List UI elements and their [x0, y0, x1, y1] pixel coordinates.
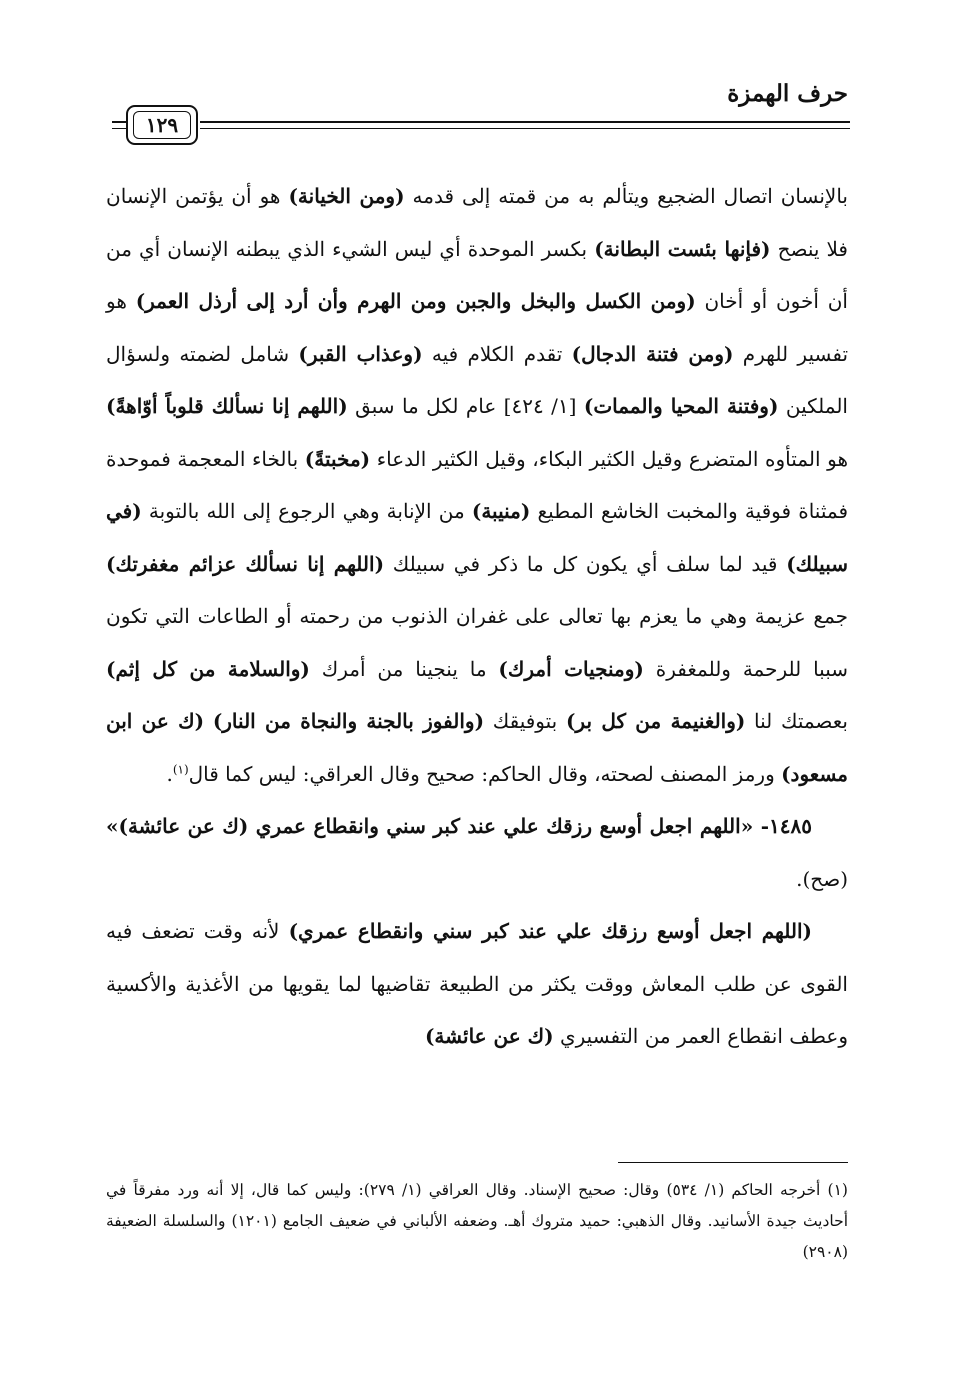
bold-text: (اللهم إنا نسألك قلوباً أوّاهةً) — [106, 394, 348, 418]
page-number-frame — [126, 105, 198, 145]
text-run: بالخاء المعجمة فموحدة فمثناة فوقية والمخبت الخاشع المطيع — [106, 446, 849, 523]
text-run — [204, 709, 213, 733]
footnotes — [106, 1175, 848, 1268]
bold-text: (اللهم إنا نسألك عزائم مغفرتك) — [106, 551, 385, 576]
bold-text: «اللهم اجعل أوسع رزقك علي عند كبر سني وانقطاع عمري (ك عن عائشة)» — [106, 814, 754, 838]
text-run: (صح). — [796, 866, 848, 891]
footnote-ref: (١) — [172, 761, 189, 776]
text-run: قيد لما سلف أي يكون كل ما ذكر في سبيلك — [384, 551, 787, 576]
text-run: بالإنسان اتصال الضجيع ويتألم به من قمته إلى قدمه — [404, 184, 848, 208]
bold-text: (فإنها بئست البطانة) — [594, 236, 771, 261]
text-run: هو تفسير للهرم — [106, 289, 849, 366]
main-text — [106, 170, 848, 1063]
text-run: من الإنابة وهي الرجوع إلى الله بالتوبة — [141, 499, 472, 523]
footnote-1: (١) أخرجه الحاكم (١/ ٥٣٤) وقال: صحيح الإسناد. وقال العراقي (١/ ٢٧٩): وليس كما قال، إلا أنه ورد مفرقاً في أحاديث جيدة الأسانيد. وقال الذهبي: حميد متروك أهـ. وضعفه الألباني في ضعيف الجامع (١٢٠١) والسلسلة الضعيفة (٢٩٠٨) — [106, 1181, 849, 1261]
bold-text: (والغنيمة من كل بر) — [565, 709, 746, 733]
text-run: بعصمتك لنا — [745, 709, 848, 733]
paragraph-hadith-1485 — [106, 800, 848, 905]
paragraph-1 — [106, 170, 848, 800]
header-rule — [200, 128, 850, 129]
header-rule-stub — [112, 121, 126, 123]
text-run: جمع عزيمة وهي ما يعزم بها تعالى على غفران الذنوب من رحمته أو الطاعات التي تكون سببا للرحمة وللمغفرة — [106, 604, 849, 681]
bold-text: (منيبة) — [471, 499, 531, 523]
bold-text: (ومن فتنة الدجال) — [571, 341, 734, 366]
text-run: تقدم الكلام فيه — [422, 341, 572, 366]
text-run: ورمز المصنف لصحته، وقال الحاكم: صحيح وقال العراقي: ليس كما قال — [188, 761, 782, 786]
bold-text: ١٤٨٥- — [753, 814, 813, 838]
text-run: لأنه وقت تضعف فيه القوى عن طلب المعاش ووقت يكثر من الطبيعة تقاضيها لما يقويها من الأغذية والأكسية وعطف انقطاع العمر من التفسيري — [106, 919, 848, 1048]
bold-text: (والسلامة من كل إثم) — [106, 656, 310, 681]
header-rule-stub — [112, 128, 126, 129]
text-run: شامل لضمته ولسؤال الملكين — [106, 341, 848, 418]
text-run: بتوفيقك — [484, 709, 566, 733]
bold-text: (ك عن ابن مسعود) — [106, 709, 848, 786]
header-rule — [200, 121, 850, 123]
bold-text: (ك عن عائشة) — [424, 1024, 554, 1048]
bold-text: (وعذاب القبر) — [298, 341, 423, 366]
running-title: حرف الهمزة — [727, 80, 848, 107]
text-run: بكسر الموحدة أي ليس الشيء الذي يبطنه الإنسان أي من أن أخون أو أخان — [106, 236, 848, 313]
bold-text: (ومنجيات أمرك) — [498, 656, 644, 681]
bold-text: (والفوز بالجنة والنجاة من النار) — [212, 709, 485, 733]
bold-text: (مخبتةً) — [304, 446, 371, 471]
text-run: . — [166, 761, 173, 786]
paragraph-commentary-1485 — [106, 905, 848, 1063]
text-run: [١/ ٤٢٤] عام لكل ما سبق — [347, 394, 584, 418]
text-run: هو المتأوه المتضرع وقيل الكثير البكاء، وقيل الكثير الدعاء — [370, 446, 848, 471]
bold-text: (ومن الخيانة) — [288, 184, 405, 208]
bold-text: (في سبيلك) — [106, 499, 848, 576]
bold-text: (اللهم اجعل أوسع رزقك علي عند كبر سني وانقطاع عمري) — [288, 919, 813, 943]
page-number: ١٢٩ — [133, 111, 191, 139]
text-run: ما ينجينا من أمرك — [309, 656, 499, 681]
bold-text: (ومن الكسل والبخل والجبن ومن الهرم وأن أرد إلى أرذل العمر) — [135, 289, 696, 313]
footnote-rule — [618, 1162, 848, 1163]
bold-text: (وفتنة المحيا والممات) — [583, 394, 779, 418]
text-run: هو أن يؤتمن الإنسان فلا ينصح — [106, 184, 848, 261]
